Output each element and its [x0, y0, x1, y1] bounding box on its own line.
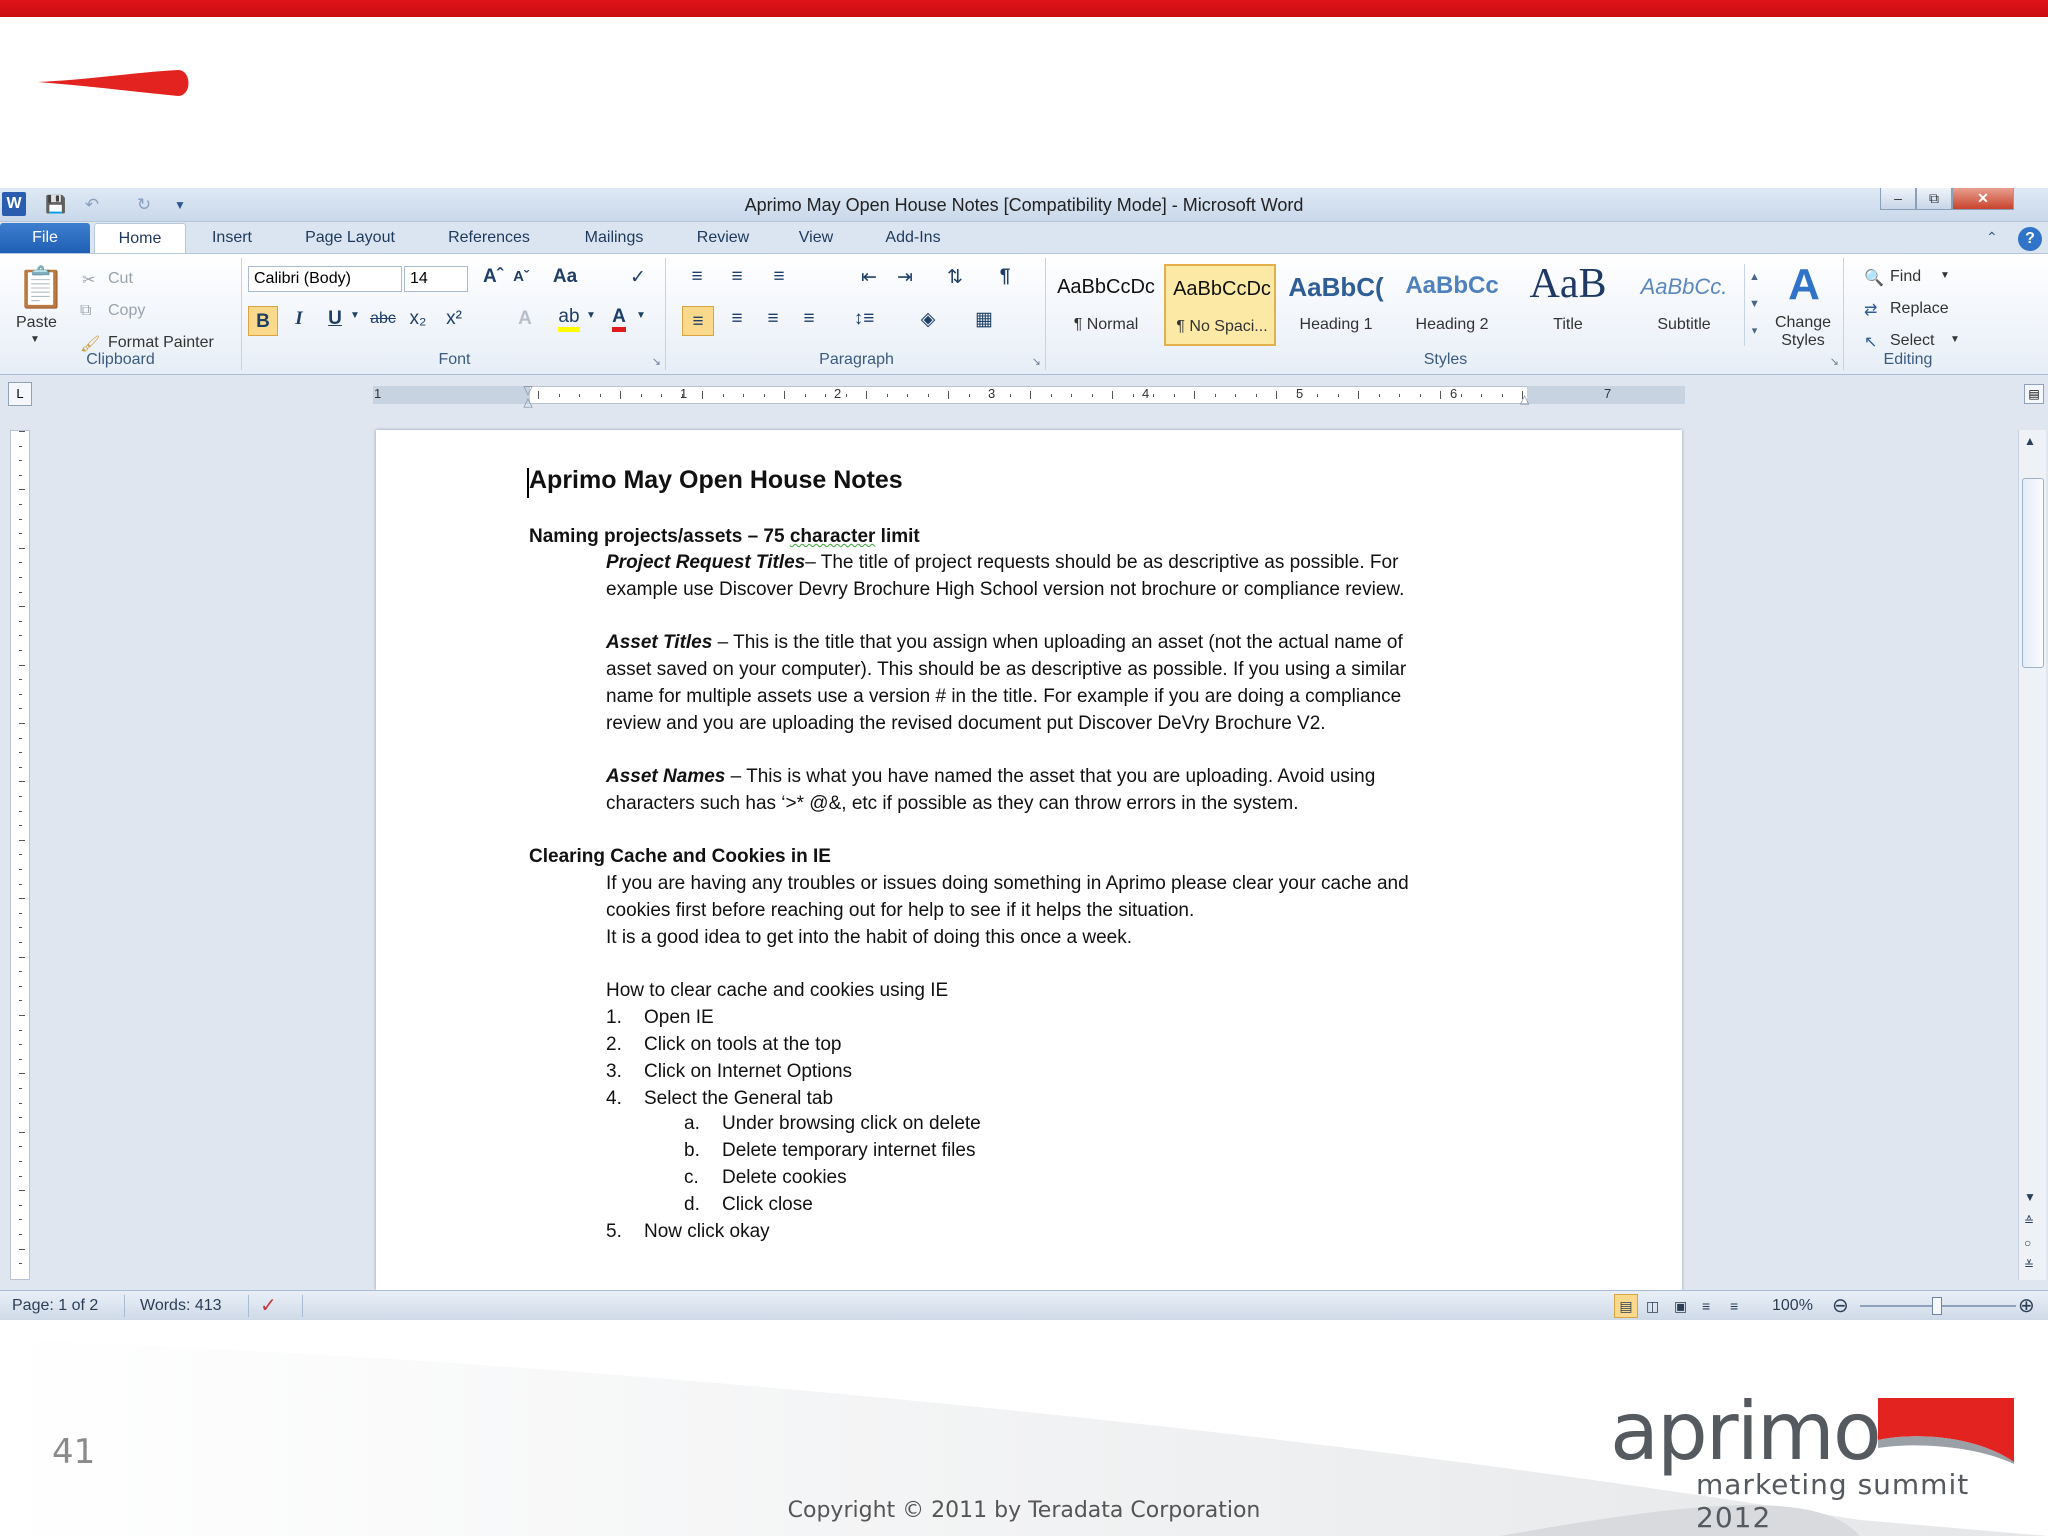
- ruler-tick: [19, 942, 22, 943]
- ruler-tick: [805, 394, 806, 397]
- highlight-dropdown-icon[interactable]: ▼: [586, 310, 596, 321]
- paragraph-dialog-launcher-icon[interactable]: ↘: [1031, 356, 1041, 368]
- style-normal-name: ¶ Normal: [1073, 316, 1139, 333]
- scrollbar-thumb[interactable]: [2022, 478, 2044, 668]
- status-separator: [302, 1295, 303, 1317]
- paragraph-group-label: Paragraph: [819, 351, 894, 368]
- status-separator: [248, 1295, 249, 1317]
- list-item: 4. Select the General tab: [606, 1088, 834, 1109]
- redo-icon[interactable]: ↻: [136, 195, 152, 214]
- ruler-tick: [19, 1073, 25, 1074]
- slide-number: 41: [52, 1432, 96, 1472]
- styles-scroll-control[interactable]: ▲ ▼ ▾: [1744, 264, 1764, 346]
- save-icon[interactable]: 💾: [45, 195, 67, 214]
- ruler-tick: [19, 489, 25, 490]
- tab-mailings[interactable]: Mailings: [584, 229, 644, 246]
- style-subtitle-name: Subtitle: [1657, 316, 1711, 333]
- ruler-tick: [1358, 391, 1359, 399]
- copyright-text: Copyright © 2011 by Teradata Corporation: [787, 1498, 1261, 1523]
- document-page[interactable]: [376, 430, 1682, 1290]
- outline-view-icon[interactable]: ≡: [1702, 1298, 1711, 1314]
- asset-titles-line-3: name for multiple assets use a version # in the title. For example if you are doing a compliance: [606, 686, 1402, 707]
- ruler-tick: [19, 1205, 22, 1206]
- paste-button[interactable]: Paste: [16, 314, 57, 331]
- style-heading-2[interactable]: [1396, 264, 1508, 346]
- sublist-item: d. Click close: [684, 1194, 813, 1215]
- style-heading-1-sample: AaBbC(: [1288, 272, 1384, 302]
- status-separator: [124, 1295, 125, 1317]
- logo-flag-icon: [1876, 1396, 2016, 1464]
- ruler-tick: [1338, 394, 1339, 397]
- style-title-name: Title: [1553, 316, 1583, 333]
- ruler-tick: [1051, 394, 1052, 397]
- tab-references[interactable]: References: [448, 229, 530, 246]
- change-case-button[interactable]: Aa: [552, 266, 578, 287]
- aprimo-logo-word: aprimo: [1610, 1385, 1880, 1478]
- ruler-tick: [19, 519, 22, 520]
- ribbon-tabs: [0, 223, 2048, 253]
- right-indent-marker-icon[interactable]: △: [1520, 392, 1530, 406]
- editing-group-label: Editing: [1883, 351, 1933, 368]
- ruler-tick: [19, 665, 25, 666]
- ruler-tick: [19, 606, 25, 607]
- ruler-tick: [19, 1263, 22, 1264]
- ruler-left-margin: [373, 386, 530, 404]
- ruler-tick: [723, 394, 724, 397]
- clear-formatting-icon[interactable]: ✓: [630, 267, 646, 288]
- numbering-icon[interactable]: ≡: [731, 266, 743, 287]
- ruler-tick: [19, 635, 22, 636]
- align-right-button[interactable]: ≡: [767, 308, 779, 329]
- shrink-font-icon[interactable]: Aˇ: [513, 268, 529, 285]
- ruler-number: 1: [680, 386, 688, 401]
- ribbon: [0, 253, 2048, 375]
- ruler-tick: [1440, 391, 1441, 399]
- ruler-tick: [1276, 391, 1277, 399]
- editing-group: [1846, 258, 1970, 370]
- font-color-icon[interactable]: A: [604, 306, 634, 328]
- ruler-tick: [19, 1132, 25, 1133]
- change-styles-button[interactable]: Change Styles: [1774, 314, 1832, 349]
- next-page-icon[interactable]: ≚: [2024, 1258, 2035, 1272]
- styles-group-label: Styles: [1423, 351, 1468, 368]
- howto-line: How to clear cache and cookies using IE: [606, 980, 949, 1001]
- ruler-tick: [1420, 394, 1421, 397]
- show-formatting-icon[interactable]: ¶: [999, 266, 1011, 287]
- ruler-tick: [19, 971, 22, 972]
- ruler-tick: [887, 394, 888, 397]
- superscript-button[interactable]: x²: [446, 308, 462, 329]
- ruler-tick: [846, 394, 847, 397]
- scroll-down-icon[interactable]: ▼: [2024, 1190, 2036, 1204]
- project-request-paragraph: Project Request Titles– The title of project requests should be as descriptive as possible. For: [606, 552, 1399, 573]
- browse-object-icon[interactable]: ○: [2024, 1236, 2032, 1250]
- style-no-spacing-sample: AaBbCcDc: [1173, 278, 1271, 300]
- ruler-tick: [19, 1088, 22, 1089]
- undo-icon[interactable]: ↶: [84, 195, 100, 214]
- justify-button[interactable]: ≡: [803, 308, 815, 329]
- ruler-tick: [1317, 394, 1318, 397]
- style-title-sample: AaB: [1529, 261, 1607, 307]
- style-no-spacing[interactable]: [1164, 264, 1276, 346]
- ruler-number: 7: [1604, 386, 1612, 401]
- ruler-tick: [600, 394, 601, 397]
- tab-home[interactable]: Home: [94, 223, 186, 253]
- text-highlight-icon[interactable]: ab: [554, 306, 584, 328]
- list-item: 1. Open IE: [606, 1007, 714, 1028]
- ruler-tick: [1502, 394, 1503, 397]
- align-left-button[interactable]: ≡: [682, 306, 714, 336]
- close-button[interactable]: ✕: [1952, 188, 2014, 210]
- find-button[interactable]: Find: [1890, 268, 1922, 285]
- ruler-tick: [19, 1176, 22, 1177]
- ruler-tick: [825, 394, 826, 397]
- zoom-in-icon[interactable]: ⊕: [2018, 1295, 2035, 1317]
- full-screen-reading-icon[interactable]: ◫: [1646, 1298, 1660, 1314]
- align-center-button[interactable]: ≡: [731, 308, 743, 329]
- style-heading-1-name: Heading 1: [1299, 316, 1373, 333]
- ruler-tick: [702, 391, 703, 399]
- minimize-button[interactable]: –: [1880, 188, 1916, 210]
- clipboard-group-label: Clipboard: [86, 351, 155, 368]
- grow-font-icon[interactable]: Aˆ: [482, 266, 504, 287]
- vertical-ruler[interactable]: [10, 430, 30, 1280]
- word-app-icon[interactable]: W: [2, 192, 26, 216]
- ruler-tick: [1133, 394, 1134, 397]
- ruler-tick: [579, 394, 580, 397]
- tab-page-layout[interactable]: Page Layout: [305, 229, 395, 246]
- ruler-tick: [1379, 394, 1380, 397]
- web-layout-icon[interactable]: ▣: [1674, 1298, 1688, 1314]
- font-group: [244, 258, 666, 370]
- ruler-tick: [19, 533, 22, 534]
- paste-icon[interactable]: 📋: [16, 266, 66, 310]
- tab-review[interactable]: Review: [696, 229, 750, 246]
- ruler-tick: [19, 986, 22, 987]
- slide-top-bar: [0, 0, 2048, 17]
- ruler-tick: [19, 767, 22, 768]
- ruler-tick: [784, 391, 785, 399]
- ruler-tick: [641, 394, 642, 397]
- ruler-tick: [19, 957, 25, 958]
- style-subtitle[interactable]: [1628, 264, 1740, 346]
- find-icon: 🔍: [1864, 270, 1884, 287]
- tab-selector-icon[interactable]: L: [8, 382, 32, 406]
- ruler-tick: [19, 723, 25, 724]
- text-cursor: [527, 468, 529, 498]
- underline-dropdown-icon[interactable]: ▼: [350, 310, 360, 321]
- style-subtitle-sample: AaBbCc.: [1640, 274, 1728, 299]
- cache-line-3: It is a good idea to get into the habit of doing this once a week.: [606, 927, 1133, 948]
- multilevel-list-icon[interactable]: ≡: [773, 266, 785, 287]
- ruler-tick: [19, 1234, 22, 1235]
- ruler-tick: [19, 811, 22, 812]
- ruler-tick: [19, 679, 22, 680]
- ruler-number: 2: [834, 386, 842, 401]
- ruler-tick: [19, 1190, 25, 1191]
- font-dialog-launcher-icon[interactable]: ↘: [651, 356, 661, 368]
- sublist-item: a. Under browsing click on delete: [684, 1113, 981, 1134]
- format-painter-icon: 🖌: [80, 336, 101, 353]
- underline-button[interactable]: U: [328, 308, 342, 329]
- paragraph-group: [668, 258, 1046, 370]
- ruler-tick: [1174, 394, 1175, 397]
- minimize-ribbon-icon[interactable]: ⌃: [1986, 229, 1998, 245]
- slide-swoosh-decoration: [38, 66, 190, 100]
- ruler-tick: [19, 446, 22, 447]
- ruler-tick: [620, 391, 621, 399]
- ruler-tick: [1194, 391, 1195, 399]
- cache-line-1: If you are having any troubles or issues doing something in Aprimo please clear your cache and: [606, 873, 1409, 894]
- status-bar: [0, 1290, 2048, 1320]
- ruler-tick: [19, 884, 22, 885]
- ruler-tick: [866, 391, 867, 399]
- naming-heading: Naming projects/assets – 75 character limit: [529, 526, 920, 547]
- ruler-tick: [19, 431, 25, 432]
- ruler-tick: [19, 927, 22, 928]
- list-item: 5. Now click okay: [606, 1221, 770, 1242]
- view-ruler-icon[interactable]: ▤: [2024, 384, 2044, 404]
- ruler-tick: [764, 394, 765, 397]
- ruler-tick: [1092, 394, 1093, 397]
- ruler-tick: [19, 1117, 22, 1118]
- copy-button[interactable]: Copy: [108, 302, 146, 319]
- project-request-line-2: example use Discover Devry Brochure High School version not brochure or compliance review.: [606, 579, 1405, 600]
- asset-names-line-2: characters such has ‘>* @&, etc if possible as they can throw errors in the system.: [606, 793, 1299, 814]
- list-item: 2. Click on tools at the top: [606, 1034, 842, 1055]
- ruler-tick: [1010, 394, 1011, 397]
- increase-indent-icon[interactable]: ⇥: [897, 267, 913, 288]
- replace-button[interactable]: Replace: [1890, 300, 1949, 317]
- ruler-tick: [19, 1015, 25, 1016]
- ruler-tick: [19, 854, 22, 855]
- word-window: [0, 188, 2048, 1320]
- list-item: 3. Click on Internet Options: [606, 1061, 853, 1082]
- ruler-tick: [19, 460, 22, 461]
- ruler-tick: [19, 650, 22, 651]
- ruler-tick: [19, 1161, 22, 1162]
- ruler-tick: [661, 394, 662, 397]
- cut-button[interactable]: Cut: [108, 270, 133, 287]
- ruler-tick: [19, 562, 22, 563]
- previous-page-icon[interactable]: ≙: [2024, 1214, 2035, 1228]
- ruler-tick: [928, 394, 929, 397]
- find-dropdown-icon[interactable]: ▼: [1940, 270, 1950, 281]
- ruler-tick: [1153, 394, 1154, 397]
- change-styles-icon[interactable]: A: [1788, 260, 1820, 309]
- ruler-tick: [19, 504, 22, 505]
- select-button[interactable]: Select: [1890, 332, 1935, 349]
- scroll-up-icon[interactable]: ▲: [2024, 434, 2036, 448]
- ruler-area: [0, 376, 2048, 412]
- ruler-tick: [19, 1044, 22, 1045]
- tab-add-ins[interactable]: Add-Ins: [885, 229, 941, 246]
- style-normal[interactable]: [1050, 264, 1162, 346]
- style-heading-2-sample: AaBbCc: [1405, 272, 1499, 299]
- proofing-icon[interactable]: ✓: [260, 1295, 277, 1317]
- ruler-tick: [19, 475, 22, 476]
- format-painter-button[interactable]: Format Painter: [108, 334, 214, 351]
- ruler-tick: [1215, 394, 1216, 397]
- borders-icon[interactable]: ▦: [975, 309, 993, 330]
- cache-line-2: cookies first before reaching out for help to see if it helps the situation.: [606, 900, 1195, 921]
- line-spacing-icon[interactable]: ↕≡: [853, 308, 875, 329]
- ruler-tick: [1481, 394, 1482, 397]
- shading-icon[interactable]: ◈: [920, 309, 936, 330]
- sublist-item: b. Delete temporary internet files: [684, 1140, 976, 1161]
- style-normal-sample: AaBbCcDc: [1057, 276, 1155, 298]
- decrease-indent-icon[interactable]: ⇤: [861, 267, 877, 288]
- ruler-tick: [19, 1030, 22, 1031]
- bullets-icon[interactable]: ≡: [691, 266, 703, 287]
- ruler-number: 4: [1142, 386, 1150, 401]
- styles-group: [1048, 258, 1844, 370]
- ruler-tick: [19, 592, 22, 593]
- ruler-tick: [19, 825, 22, 826]
- ruler-tick: [1071, 394, 1072, 397]
- ruler-tick: [19, 913, 22, 914]
- aprimo-logo-subtitle: marketing summit 2012: [1696, 1468, 1970, 1534]
- ruler-tick: [19, 1103, 22, 1104]
- asset-titles-line-4: review and you are uploading the revised document put Discover DeVry Brochure V2.: [606, 713, 1326, 734]
- font-size-combo[interactable]: 14: [404, 266, 468, 292]
- ruler-tick: [19, 621, 22, 622]
- ruler-tick: [1235, 394, 1236, 397]
- font-name-combo[interactable]: Calibri (Body): [248, 266, 402, 292]
- style-no-spacing-name: ¶ No Spaci...: [1176, 318, 1268, 335]
- restore-button[interactable]: ⧉: [1916, 188, 1952, 210]
- ruler-tick: [19, 577, 22, 578]
- style-heading-1[interactable]: [1280, 264, 1392, 346]
- ruler-tick: [19, 694, 22, 695]
- ruler-tick: [19, 796, 22, 797]
- strikethrough-button[interactable]: abc: [370, 310, 396, 327]
- ruler-tick: [19, 781, 25, 782]
- font-color-dropdown-icon[interactable]: ▼: [636, 310, 646, 321]
- ruler-tick: [19, 869, 22, 870]
- italic-button[interactable]: I: [295, 308, 303, 329]
- ruler-tick: [19, 548, 25, 549]
- print-layout-view-icon[interactable]: ▤: [1614, 1294, 1638, 1318]
- ruler-tick: [907, 394, 908, 397]
- title-bar: [0, 188, 2048, 222]
- text-effects-icon[interactable]: A: [518, 308, 532, 329]
- ruler-tick: [19, 1146, 22, 1147]
- ruler-number: 1: [374, 386, 382, 401]
- ruler-tick: [19, 752, 22, 753]
- tab-insert[interactable]: Insert: [211, 229, 252, 246]
- ruler-tick: [948, 391, 949, 399]
- indent-marker-icon[interactable]: ▽ △: [523, 383, 533, 409]
- bold-button[interactable]: B: [248, 306, 278, 336]
- asset-names-paragraph: Asset Names – This is what you have named the asset that you are uploading. Avoid using: [606, 766, 1376, 787]
- select-icon: ↖: [1864, 334, 1878, 351]
- customize-qat-icon[interactable]: ▼: [174, 198, 186, 212]
- copy-icon: ⧉: [80, 302, 92, 319]
- document-title: Aprimo May Open House Notes: [529, 466, 903, 494]
- sublist-item: c. Delete cookies: [684, 1167, 847, 1188]
- ruler-tick: [1256, 394, 1257, 397]
- ruler-tick: [19, 708, 22, 709]
- sort-icon[interactable]: ⇅: [947, 267, 963, 288]
- zoom-level[interactable]: 100%: [1772, 1297, 1813, 1314]
- page-count[interactable]: Page: 1 of 2: [12, 1297, 99, 1314]
- ruler-number: 5: [1296, 386, 1304, 401]
- horizontal-ruler[interactable]: [373, 386, 1685, 404]
- cut-icon: ✂: [82, 272, 96, 289]
- ruler-tick: [559, 394, 560, 397]
- ruler-tick: [743, 394, 744, 397]
- select-dropdown-icon[interactable]: ▼: [1950, 334, 1960, 345]
- word-count[interactable]: Words: 413: [140, 1297, 222, 1314]
- ruler-tick: [19, 898, 25, 899]
- tab-file[interactable]: File: [0, 223, 90, 253]
- font-group-label: Font: [438, 351, 471, 368]
- ruler-tick: [19, 1000, 22, 1001]
- clipboard-group: [0, 258, 242, 370]
- zoom-slider-handle[interactable]: [1932, 1297, 1942, 1315]
- ruler-tick: [19, 1219, 22, 1220]
- ruler-tick: [19, 840, 25, 841]
- ruler-tick: [19, 738, 22, 739]
- draft-view-icon[interactable]: ≡: [1730, 1298, 1739, 1314]
- ruler-tick: [19, 1059, 22, 1060]
- asset-titles-line-2: asset saved on your computer). This should be as descriptive as possible. If you using a similar: [606, 659, 1407, 680]
- replace-icon: ⇄: [1864, 302, 1878, 319]
- style-title[interactable]: [1512, 261, 1624, 346]
- subscript-button[interactable]: x₂: [409, 308, 427, 329]
- style-heading-2-name: Heading 2: [1415, 316, 1489, 333]
- help-icon[interactable]: ?: [2018, 227, 2042, 251]
- tab-view[interactable]: View: [798, 229, 834, 246]
- zoom-out-icon[interactable]: ⊖: [1832, 1295, 1849, 1317]
- ruler-tick: [969, 394, 970, 397]
- paste-dropdown-icon[interactable]: ▼: [30, 334, 40, 345]
- styles-dialog-launcher-icon[interactable]: ↘: [1829, 356, 1839, 368]
- ruler-tick: [1399, 394, 1400, 397]
- ruler-tick: [1461, 394, 1462, 397]
- cache-heading: Clearing Cache and Cookies in IE: [529, 846, 831, 867]
- window-title: Aprimo May Open House Notes [Compatibility Mode] - Microsoft Word: [744, 195, 1304, 215]
- asset-titles-paragraph: Asset Titles – This is the title that you assign when uploading an asset (not the actual name of: [606, 632, 1403, 653]
- ruler-tick: [19, 1249, 25, 1250]
- ruler-number: 3: [988, 386, 996, 401]
- ruler-tick: [1112, 391, 1113, 399]
- ruler-tick: [1030, 391, 1031, 399]
- ruler-number: 6: [1450, 386, 1458, 401]
- ruler-tick: [538, 391, 539, 399]
